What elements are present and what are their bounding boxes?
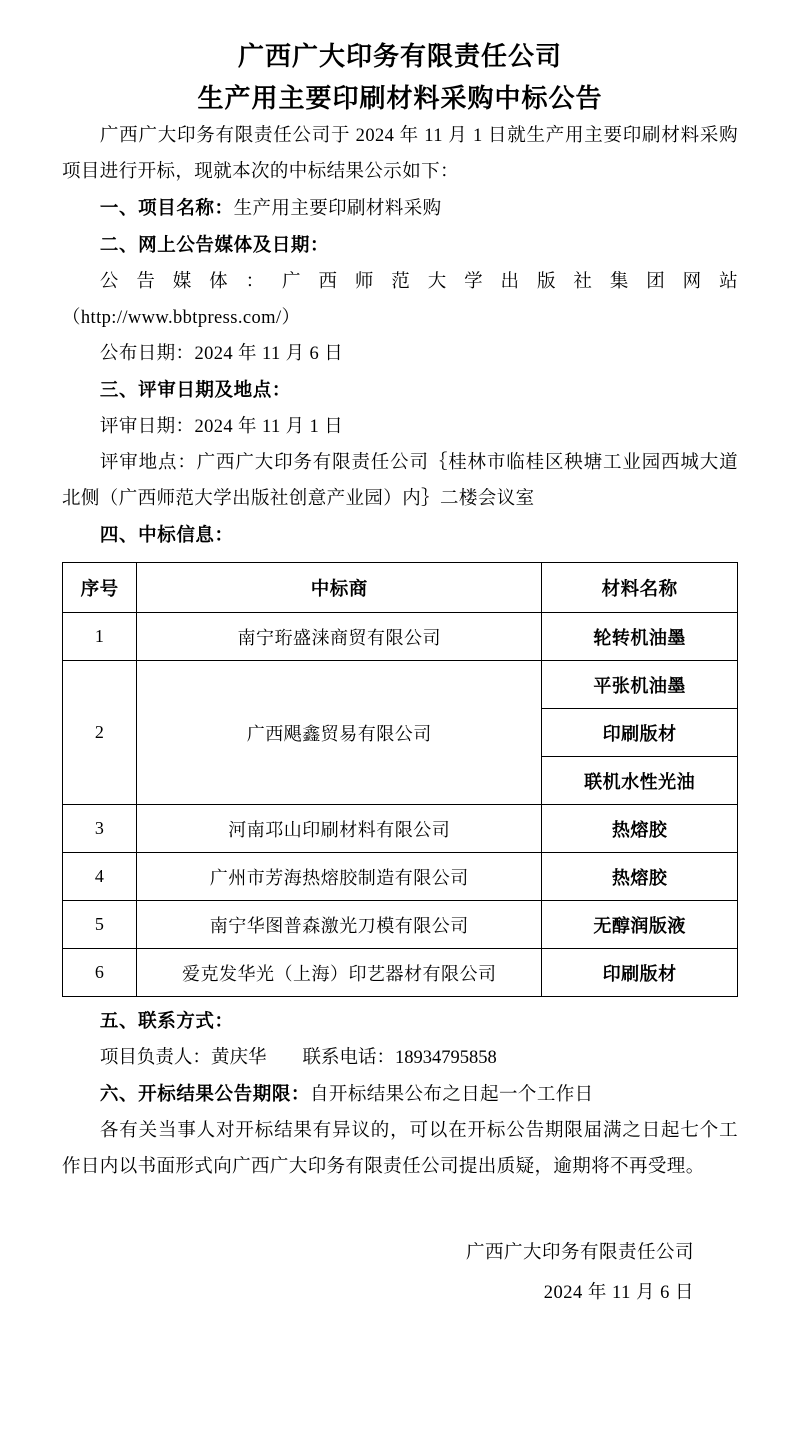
review-date-line [62, 409, 738, 445]
title-line-1: 广西广大印务有限责任公司 [237, 41, 562, 71]
table-row [63, 613, 738, 661]
section-1 [62, 190, 738, 227]
cell-company: 广州市芳海热熔胶制造有限公司 [137, 853, 542, 901]
cell-no: 1 [63, 613, 137, 661]
cell-company: 广西飓鑫贸易有限公司 [137, 661, 542, 805]
table-row [63, 805, 738, 853]
cell-company: 南宁华图普森激光刀模有限公司 [137, 901, 542, 949]
closing-paragraph: 各有关当事人对开标结果有异议的，可以在开标公告期限届满之日起七个工作日内以书面形式向广西广大印务有限责任公司提出质疑，逾期将不再受理。 [62, 1121, 738, 1177]
cell-material: 印刷版材 [542, 709, 738, 757]
table-header-row [63, 563, 738, 613]
section-2 [62, 227, 738, 264]
table-row [63, 853, 738, 901]
cell-material: 联机水性光油 [542, 757, 738, 805]
review-place-line [62, 445, 738, 517]
review-date-value: 2024 年 11 月 1 日 [194, 417, 344, 437]
section-6-label: 六、开标结果公告期限： [99, 1083, 311, 1104]
section-5 [62, 1003, 738, 1040]
media-label: 公告媒体： [99, 272, 283, 292]
cell-no: 2 [63, 661, 137, 805]
section-3 [62, 372, 738, 409]
contact-line [62, 1040, 738, 1076]
cell-no: 6 [63, 949, 137, 997]
cell-material: 印刷版材 [542, 949, 738, 997]
media-url-line [62, 300, 738, 336]
cell-material: 热熔胶 [542, 853, 738, 901]
cell-material: 轮转机油墨 [542, 613, 738, 661]
media-value: 广西师范大学出版社集团网站 [282, 272, 738, 292]
column-header-no: 序号 [63, 563, 137, 613]
page-title [62, 36, 738, 118]
signature-company: 广西广大印务有限责任公司 [465, 1243, 694, 1263]
media-url: （http://www.bbtpress.com/） [62, 308, 301, 328]
publish-date-line [62, 336, 738, 372]
media-line [62, 264, 738, 300]
bid-results-table [62, 562, 738, 997]
cell-material: 热熔胶 [542, 805, 738, 853]
section-3-label: 三、评审日期及地点： [99, 379, 291, 400]
contact-phone-label: 联系电话： [302, 1048, 395, 1068]
section-6 [62, 1076, 738, 1113]
section-4-label: 四、中标信息： [99, 524, 234, 545]
section-1-label: 一、项目名称： [99, 197, 234, 218]
cell-company: 南宁珩盛涞商贸有限公司 [137, 613, 542, 661]
section-5-label: 五、联系方式： [99, 1010, 234, 1031]
title-line-2: 生产用主要印刷材料采购中标公告 [197, 83, 603, 113]
publish-date-label: 公布日期： [99, 344, 195, 364]
intro-paragraph: 广西广大印务有限责任公司于 2024 年 11 月 1 日就生产用主要印刷材料采购项目进行开标，现就本次的中标结果公示如下： [62, 126, 738, 182]
cell-no: 5 [63, 901, 137, 949]
table-row [63, 901, 738, 949]
review-place-value: 广西广大印务有限责任公司｛桂林市临桂区秧塘工业园西城大道北侧（广西师范大学出版社创意产业园）内｝二楼会议室 [62, 453, 738, 509]
section-4 [62, 517, 738, 554]
publish-date-value: 2024 年 11 月 6 日 [194, 344, 344, 364]
column-header-material: 材料名称 [542, 563, 738, 613]
section-6-value: 自开标结果公布之日起一个工作日 [310, 1085, 594, 1105]
cell-material: 平张机油墨 [542, 661, 738, 709]
contact-person-value: 黄庆华 [210, 1048, 267, 1068]
cell-company: 河南邛山印刷材料有限公司 [137, 805, 542, 853]
column-header-company: 中标商 [137, 563, 542, 613]
cell-company: 爱克发华光（上海）印艺器材有限公司 [137, 949, 542, 997]
contact-phone-value: 18934795858 [394, 1048, 497, 1068]
table-row [63, 661, 738, 709]
contact-person-label: 项目负责人： [99, 1048, 211, 1068]
cell-no: 3 [63, 805, 137, 853]
section-1-value: 生产用主要印刷材料采购 [233, 199, 442, 219]
section-2-label: 二、网上公告媒体及日期： [99, 234, 330, 255]
signature-date: 2024 年 11 月 6 日 [543, 1283, 694, 1303]
cell-material: 无醇润版液 [542, 901, 738, 949]
review-date-label: 评审日期： [99, 417, 195, 437]
table-row [63, 949, 738, 997]
signature-block [62, 1233, 738, 1313]
cell-no: 4 [63, 853, 137, 901]
review-place-label: 评审地点： [99, 453, 197, 473]
